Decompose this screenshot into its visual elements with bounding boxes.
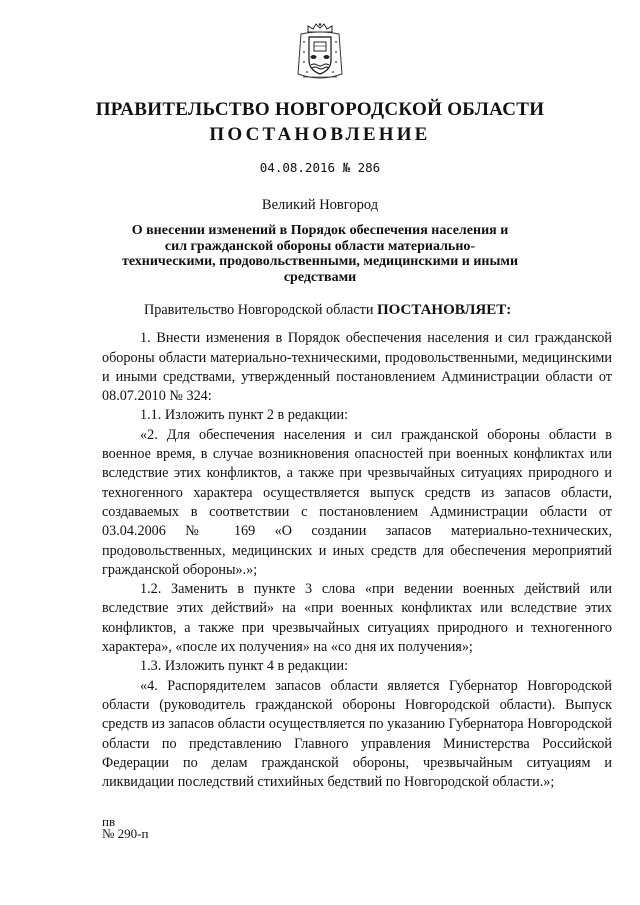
paragraph-1-2: 1.2. Заменить в пункте 3 слова «при ведении военных действий или вследствие этих действий» на «при военных конфликтах или вследствие этих конфликтов, а также при чрезвычайных ситуациях природного и техногенного характера», «после их получения» на «со дня их получения»; (102, 581, 612, 656)
document-subject: О внесении изменений в Порядок обеспечения населения и сил гражданской обороны области материально-техническими, продовольственными, медицинскими и иными средствами (121, 223, 519, 285)
footer-initials: пв (102, 814, 116, 829)
decree-lead: Правительство Новгородской области (144, 302, 377, 318)
paragraph-1-3: 1.3. Изложить пункт 4 в редакции: (140, 658, 349, 675)
decree-line (102, 301, 612, 320)
paragraph-1: 1. Внести изменения в Порядок обеспечения населения и сил гражданской обороны области материально-техническими, продовольственными, медицинскими и иными средствами, утвержденный постановлением Администрации области от 08.07.2010 № 324: (102, 330, 612, 405)
document-body (102, 301, 612, 792)
coat-of-arms-icon (295, 22, 345, 84)
paragraph-1-1: 1.1. Изложить пункт 2 в редакции: (140, 407, 349, 424)
paragraph-point-2-text: «2. Для обеспечения населения и сил гражданской обороны области в военное время, в случае возникновения опасностей при военных конфликтах или вследствие этих конфликтов, а также при чрезвычайных ситуациях природного и техногенного характера осуществляется выпуск средств из запасов области, создаваемых в соответствии с постановлением Администрации области от 03.04.2006 № 169 «О создании запасов материально-технических, продовольственных, медицинских и иных средств для обеспечения мероприятий гражданской обороны».»; (102, 426, 612, 578)
footer-mark (102, 816, 148, 840)
document-city: Великий Новгород (261, 197, 379, 213)
document-type: ПОСТАНОВЛЕНИЕ (209, 124, 431, 145)
organization-title: ПРАВИТЕЛЬСТВО НОВГОРОДСКОЙ ОБЛАСТИ (95, 99, 545, 120)
document-date-number: 04.08.2016 № 286 (259, 160, 381, 175)
footer-draft-number: № 290-п (102, 826, 149, 841)
paragraph-point-4-text: «4. Распорядителем запасов области является Губернатор Новгородской области (руководитель гражданской обороны Новгородской области). Выпуск средств из запасов области осуществляется по указанию Губернатора Новгородской области по представлению Главного управления Министерства Российской Федерации по делам гражданской обороны, чрезвычайным ситуациям и ликвидации последствий стихийных бедствий по Новгородской области.»; (102, 677, 612, 791)
decree-verb: ПОСТАНОВЛЯЕТ: (376, 302, 512, 318)
